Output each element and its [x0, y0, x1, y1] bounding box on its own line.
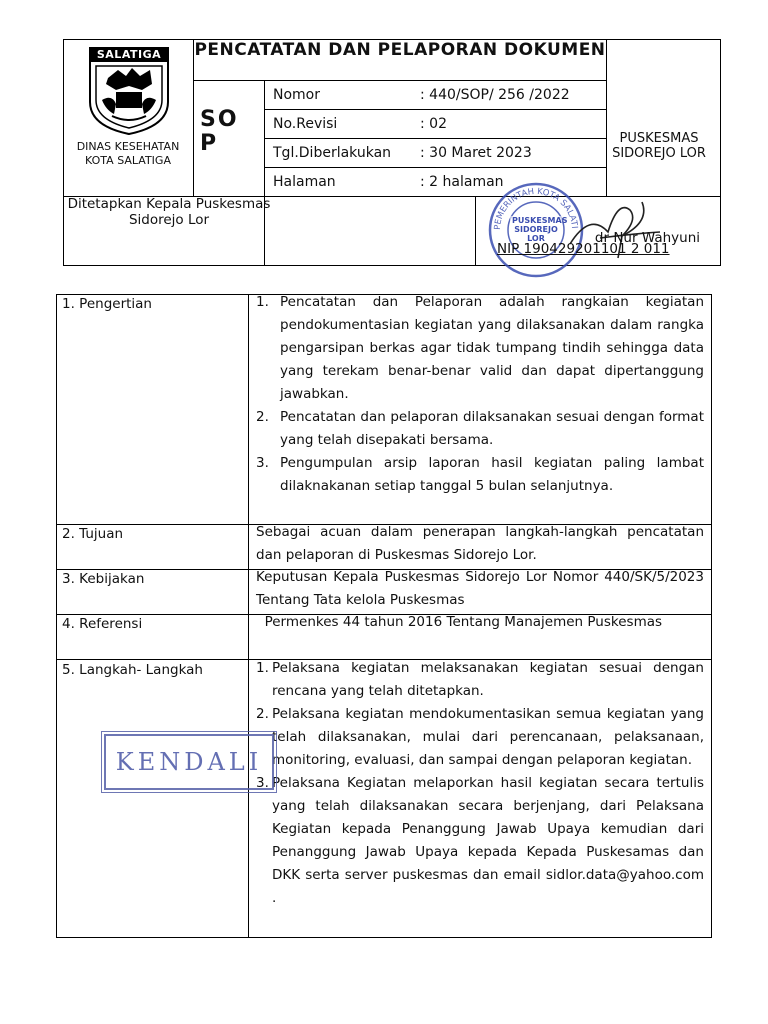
department-name: DINAS KESEHATAN KOTA SALATIGA [76, 140, 180, 167]
section-body-pengertian [256, 291, 704, 498]
logo-text: SALATIGA [96, 48, 162, 61]
established-by: Ditetapkan Kepala Puskesmas Sidorejo Lor [67, 196, 271, 228]
list-text: Pencatatan dan Pelaporan adalah rangkaian kegiatan pendokumentasian kegiatan yang dilaksanakan dalam rangka pengarsipan berkas agar tidak tumpang tindih sehingga data yang terekam benar-benar valid dan dapat dipertanggung jawabkan. [280, 294, 704, 402]
list-text: Pelaksana kegiatan mendokumentasikan semua kegiatan yang telah dilaksanakan, mulai dari perencanaan, pelaksanaan, monitoring, evaluasi, dan sampai dengan pelaporan kegiatan. [272, 706, 704, 768]
section-body-kebijakan: Keputusan Kepala Puskesmas Sidorejo Lor Nomor 440/SK/5/2023 Tentang Tata kelola Puskesmas [256, 569, 704, 608]
list-item [256, 452, 704, 498]
document-title: PENCATATAN DAN PELAPORAN DOKUMEN [194, 40, 606, 60]
list-number: 1. [256, 294, 269, 310]
list-item [256, 291, 704, 406]
signer-nip: NIP 190429201101 2 011 [497, 241, 670, 257]
section-label-tujuan: 2. Tujuan [62, 526, 124, 542]
section-label-langkah: 5. Langkah- Langkah [62, 662, 203, 678]
section-body-referensi: Permenkes 44 tahun 2016 Tentang Manajemen Puskesmas [256, 614, 663, 630]
meta-value-halaman: : 2 halaman [420, 174, 504, 190]
meta-key-nomor: Nomor [273, 87, 320, 103]
list-item [256, 406, 704, 452]
meta-key-halaman: Halaman [273, 174, 336, 190]
stamp-ring-text: PEMERINTAH KOTA SALATI [492, 186, 579, 231]
stamp-inner-text: PUSKESMAS SIDOREJO LOR [512, 216, 568, 243]
list-text: Pelaksana kegiatan melaksanakan kegiatan sesuai dengan rencana yang telah ditetapkan. [272, 660, 704, 699]
list-text: Pencatatan dan pelaporan dilaksanakan sesuai dengan format yang telah disepakati bersama. [280, 409, 704, 448]
kendali-text: KENDALI [115, 748, 263, 776]
meta-key-revisi: No.Revisi [273, 116, 338, 132]
section-body-tujuan: Sebagai acuan dalam penerapan langkah-langkah pencatatan dan pelaporan di Puskesmas Sidorejo Lor. [256, 524, 704, 563]
list-item [256, 772, 704, 910]
sop-label: SO P [200, 107, 239, 156]
signer-name: dr Nur Wahyuni [594, 230, 700, 246]
section-label-referensi: 4. Referensi [62, 616, 143, 632]
list-text: Pengumpulan arsip laporan hasil kegiatan paling lambat dilaknakanan setiap tanggal 5 bulan selanjutnya. [280, 455, 704, 494]
section-label-pengertian: 1. Pengertian [62, 296, 152, 312]
meta-value-revisi: : 02 [420, 116, 447, 132]
list-number: 2. [256, 409, 269, 425]
city-logo [86, 44, 172, 136]
kendali-stamp [104, 734, 274, 790]
organization-name: PUSKESMAS SIDOREJO LOR [612, 131, 706, 161]
meta-value-nomor: : 440/SOP/ 256 /2022 [420, 87, 570, 103]
list-text: Pelaksana Kegiatan melaporkan hasil kegiatan secara tertulis yang telah dilaksanakan secara berjenjang, dari Pelaksana Kegiatan kepada Penanggung Jawab Upaya kemudian dari Penanggung Jawab Upaya kepada Kepada Puskesamas dan DKK serta server puskesmas dan email sidlor.data@yahoo.com . [272, 775, 704, 906]
list-number: 2. [256, 706, 269, 722]
meta-key-tgl: Tgl.Diberlakukan [273, 145, 392, 161]
list-item [256, 703, 704, 772]
list-number: 3. [256, 455, 269, 471]
list-number: 1. [256, 660, 269, 676]
meta-value-tgl: : 30 Maret 2023 [420, 145, 532, 161]
list-number: 3. [256, 775, 269, 791]
section-label-kebijakan: 3. Kebijakan [62, 571, 145, 587]
list-item [256, 657, 704, 703]
section-body-langkah [256, 657, 704, 910]
